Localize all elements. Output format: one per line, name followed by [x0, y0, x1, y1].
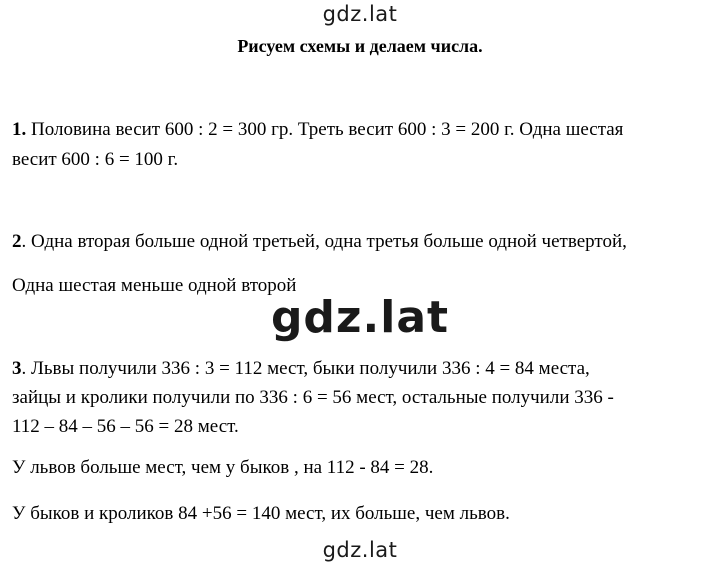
watermark-top: gdz.lat [322, 2, 398, 26]
page-title: Рисуем схемы и делаем числа. [237, 36, 483, 56]
watermark-middle: gdz.lat [270, 292, 450, 343]
watermark-bottom: gdz.lat [322, 538, 398, 562]
task-3-text-2: зайцы и кролики получили по 336 : 6 = 56 мест, остальные получили 336 - [12, 387, 614, 408]
task-3-text-3: 112 – 84 – 56 – 56 = 28 мест. [12, 416, 239, 437]
task-1-number: 1. [12, 119, 27, 140]
task-3-text-4: У львов больше мест, чем у быков , на 112 - 84 = 28. [12, 457, 434, 478]
task-1-text-2: весит 600 : 6 = 100 г. [12, 149, 179, 170]
task-3-line-1 [12, 358, 590, 380]
task-2-number: 2 [12, 231, 22, 252]
task-1-text-1: Половина весит 600 : 2 = 300 гр. Треть весит 600 : 3 = 200 г. Одна шестая [26, 119, 624, 140]
task-2-text-1: . Одна вторая больше одной третьей, одна третья больше одной четвертой, [21, 231, 627, 252]
task-2-text-2: Одна шестая меньше одной второй [12, 275, 297, 296]
task-3-text-1: . Львы получили 336 : 3 = 112 мест, быки получили 336 : 4 = 84 места, [21, 358, 590, 379]
task-1-line-1 [12, 119, 623, 141]
task-2-line-1 [12, 231, 627, 253]
task-3-number: 3 [12, 358, 22, 379]
task-3-text-5: У быков и кроликов 84 +56 = 140 мест, их больше, чем львов. [12, 503, 510, 524]
